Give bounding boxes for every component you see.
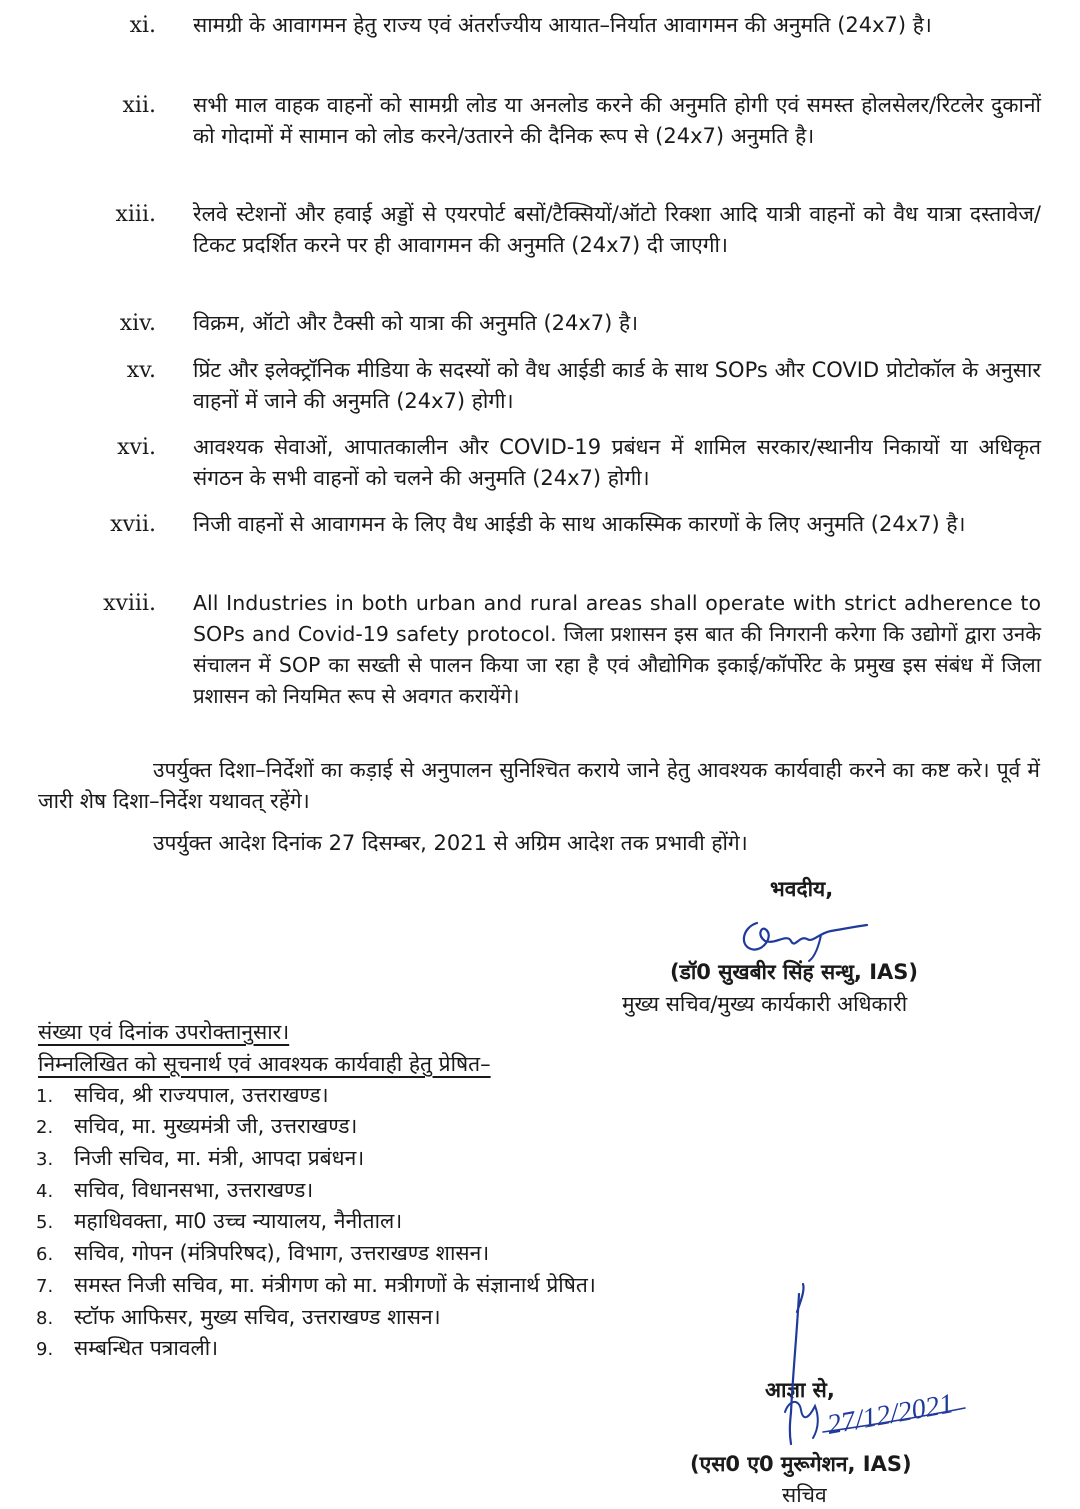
distribution-text: सचिव, मा. मुख्यमंत्री जी, उत्तराखण्ड। [74,1114,358,1138]
distribution-text: सचिव, विधानसभा, उत्तराखण्ड। [74,1178,314,1202]
point-number: xvi. [117,435,156,460]
distribution-number: 6. [36,1244,54,1265]
distribution-number: 4. [36,1181,54,1202]
signatory-1-name: (डॉ0 सुखबीर सिंह सन्धु, IAS) [670,960,918,984]
signature-date: 27/12/2021 [824,1388,956,1441]
point-number: xiv. [119,311,156,336]
distribution-item [36,1206,402,1238]
distribution-number: 2. [36,1117,54,1138]
point-text: निजी वाहनों से आवागमन के लिए वैध आईडी के साथ आकस्मिक कारणों के लिए अनुमति (24x7) है। [193,512,966,536]
point-text: प्रिंट और इलेक्ट्रॉनिक मीडिया के सदस्यों को वैध आईडी कार्ड के साथ SOPs और COVID प्रोटोकॉल के अनुसार वाहनों में जाने की अनुमति (24x7) होगी। [193,358,1041,413]
point-number: xiii. [115,202,156,227]
distribution-number: 7. [36,1276,54,1297]
distribution-text: सम्बन्धित पत्रावली। [74,1336,219,1360]
distribution-text: निजी सचिव, मा. मंत्री, आपदा प्रबंधन। [74,1146,365,1170]
order-line: आज्ञा से, [765,1378,835,1402]
distribution-item [36,1175,313,1207]
point-text: आवश्यक सेवाओं, आपातकालीन और COVID-19 प्रबंधन में शामिल सरकार/स्थानीय निकायों या अधिकृत संगठन के सभी वाहनों को चलने की अनुमति (24x7) होगी। [193,435,1041,490]
signatory-2-designation: सचिव [782,1483,827,1507]
point-text: सामग्री के आवागमन हेतु राज्य एवं अंतर्राज्यीय आयात–निर्यात आवागमन की अनुमति (24x7) है। [193,13,932,37]
point-number: xviii. [103,591,156,616]
reference-line: संख्या एवं दिनांक उपरोक्तानुसार। [38,1020,290,1044]
distribution-text: सचिव, गोपन (मंत्रिपरिषद), विभाग, उत्तराखण्ड शासन। [74,1241,490,1265]
point-text: विक्रम, ऑटो और टैक्सी को यात्रा की अनुमति (24x7) है। [193,311,639,335]
signatory-2-name: (एस0 ए0 मुरूगेशन, IAS) [690,1452,912,1476]
distribution-number: 3. [36,1149,54,1170]
forwarding-line: निम्नलिखित को सूचनार्थ एवं आवश्यक कार्यवाही हेतु प्रेषित– [38,1052,491,1076]
point-number: xv. [126,358,156,383]
distribution-item [36,1302,441,1334]
distribution-text: समस्त निजी सचिव, मा. मंत्रीगण को मा. मत्रीगणों के संज्ञानार्थ प्रेषित। [74,1273,596,1297]
effective-date-paragraph: उपर्युक्त आदेश दिनांक 27 दिसम्बर, 2021 से अग्रिम आदेश तक प्रभावी होंगे। [153,831,748,855]
point-number: xvii. [110,512,156,537]
distribution-number: 9. [36,1339,54,1360]
distribution-item [36,1333,218,1365]
distribution-item [36,1238,489,1270]
point-number: xi. [129,13,156,38]
distribution-item [36,1080,329,1112]
distribution-item [36,1270,596,1302]
compliance-paragraph: उपर्युक्त दिशा–निर्देशों का कड़ाई से अनुपालन सुनिश्चित कराये जाने हेतु आवश्यक कार्यवाही करने का कष्ट करे। पूर्व में जारी शेष दिशा–निर्देश यथावत् रहेंगे। [38,758,1040,813]
distribution-number: 1. [36,1086,54,1107]
distribution-number: 8. [36,1308,54,1329]
signature-1-image [735,905,875,965]
closing-salutation: भवदीय, [770,877,834,901]
signature-2-image [775,1282,990,1447]
signatory-1-designation: मुख्य सचिव/मुख्य कार्यकारी अधिकारी [622,992,908,1016]
distribution-item [36,1111,357,1143]
distribution-number: 5. [36,1212,54,1233]
point-number: xii. [122,93,156,118]
point-text: रेलवे स्टेशनों और हवाई अड्डों से एयरपोर्ट बसों/टैक्सियों/ऑटो रिक्शा आदि यात्री वाहनों को वैध यात्रा दस्तावेज/टिकट प्रदर्शित करने पर ही आवागमन की अनुमति (24x7) दी जाएगी। [193,202,1041,257]
distribution-text: सचिव, श्री राज्यपाल, उत्तराखण्ड। [74,1083,329,1107]
distribution-text: स्टॉफ आफिसर, मुख्य सचिव, उत्तराखण्ड शासन। [74,1305,441,1329]
distribution-item [36,1143,364,1175]
distribution-text: महाधिवक्ता, मा0 उच्च न्यायालय, नैनीताल। [74,1209,403,1233]
point-text: All Industries in both urban and rural areas shall operate with strict adherence to SOPs and Covid-19 safety protocol. जिला प्रशासन इस बात की निगरानी करेगा कि उद्योगों द्वारा उनके संचालन में SOP का सख्ती से पालन किया जा रहा है एवं औद्योगिक इकाई/कॉर्पोरेट के प्रमुख इस संबंध में जिला प्रशासन को नियमित रूप से अवगत करायेंगे। [193,591,1041,708]
point-text: सभी माल वाहक वाहनों को सामग्री लोड या अनलोड करने की अनुमति होगी एवं समस्त होलसेलर/रिटलेर दुकानों को गोदामों में सामान को लोड करने/उतारने की दैनिक रूप से (24x7) अनुमति है। [193,93,1041,148]
